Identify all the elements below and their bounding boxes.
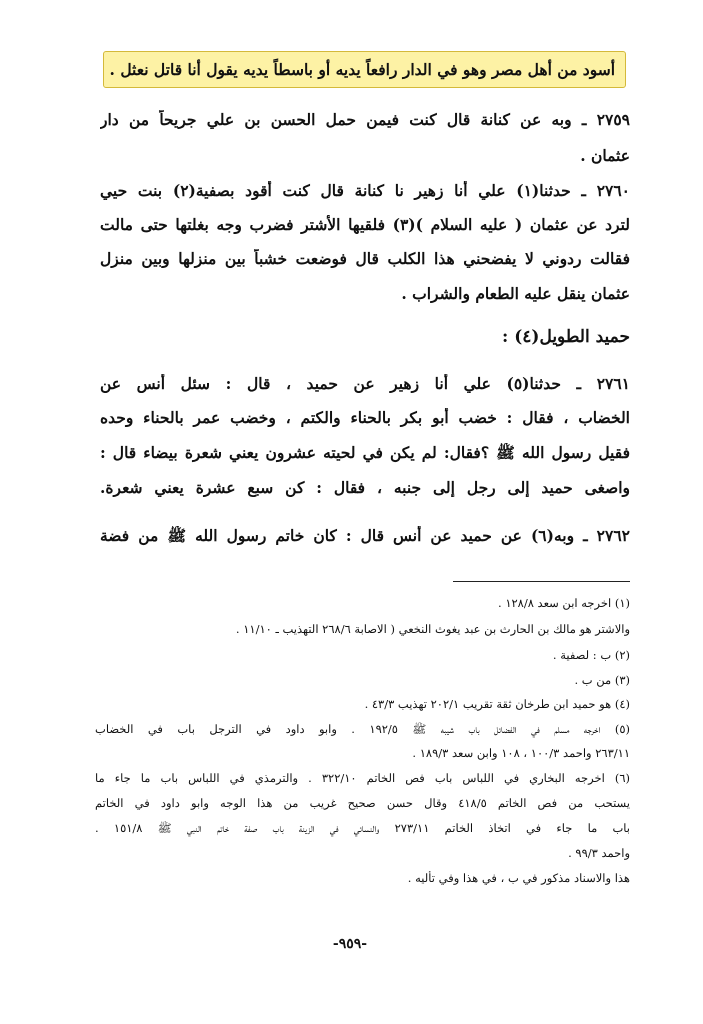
- text-line: ٢٧٥٩ ـ وبه عن كنانة قال كنت فيمن حمل الحسن بن علي جريحاً من دار: [100, 110, 630, 129]
- text-line: عثمان .: [580, 146, 630, 165]
- page-number: -٩٥٩-: [332, 936, 368, 952]
- text-line: فقالت ردوني لا يفضحني هذا الكلب قال فوضعت خشباً بين منزلها وبين منزل: [100, 249, 630, 268]
- text-line: ٢٧٦١ ـ حدثنا(٥) علي أنا زهير عن حميد ، قال : سئل أنس عن: [100, 374, 630, 393]
- footnote-line: (٥) اخرجه مسلم في الفضائل باب شيبه ﷺ ١٩٢/٥ . وابو داود في الترجل باب في الخضاب: [95, 722, 630, 736]
- footnote-line: هذا والاسناد مذكور في ب ، في هذا وفي تأليه .: [407, 871, 630, 885]
- footnote-line: (٤) هو حميد ابن طرخان ثقة تقريب ٢٠٢/١ تهذيب ٤٣/٣ .: [364, 697, 630, 711]
- text-line: عثمان ينقل عليه الطعام والشراب .: [401, 284, 630, 303]
- text-line: ٢٧٦٠ ـ حدثنا(١) علي أنا زهير نا كنانة قال كنت أقود بصفية(٢) بنت حيي: [100, 181, 630, 200]
- footnote-line: (٦) اخرجه البخاري في اللباس باب فص الخاتم ٣٢٢/١٠ . والترمذي في اللباس باب ما جاء ما: [95, 771, 630, 785]
- text-line: الخضاب ، فقال : خضب أبو بكر بالحناء والكتم ، وخضب عمر بالحناء وحده: [100, 408, 630, 427]
- text-line: لترد عن عثمان ( عليه السلام )(٣) فلقيها الأشتر فضرب وجه بغلتها حتى مالت: [100, 215, 630, 234]
- text-line: ٢٧٦٢ ـ وبه(٦) عن حميد عن أنس قال : كان خاتم رسول الله ﷺ من فضة: [100, 526, 630, 545]
- footnote-line: ٢٦٣/١١ واحمد ١٠٠/٣ ، ١٠٨ وابن سعد ١٨٩/٣ .: [412, 746, 630, 760]
- footnote-line: واحمد ٩٩/٣ .: [568, 846, 630, 860]
- text-line: فقيل رسول الله ﷺ ؟فقال: لم يكن في لحيته عشرون يعني شعرة بيضاء قال :: [100, 443, 630, 462]
- footnote-line: (١) اخرجه ابن سعد ١٢٨/٨ .: [498, 596, 630, 610]
- section-heading: حميد الطويل(٤) :: [502, 327, 630, 347]
- footnote-line: باب ما جاء في اتخاذ الخاتم ٢٧٣/١١ والنسائي في الزينة باب صفة خاتم النبي ﷺ ١٥١/٨ .: [95, 821, 630, 835]
- highlighted-line: أسود من أهل مصر وهو في الدار رافعاً يديه أو باسطاً يديه يقول أنا قاتل نعثل .: [103, 51, 626, 88]
- footnote-line: (٢) ب : لصفية .: [552, 648, 630, 662]
- text-line: واصغى حميد إلى رجل إلى جنبه ، فقال : كن سبع عشرة يعني شعرة.: [100, 478, 630, 497]
- footnote-line: والاشتر هو مالك بن الحارث بن عبد يغوث النخعي ( الاصابة ٢٦٨/٦ التهذيب ـ ١١/١٠ .: [235, 622, 630, 636]
- footnote-separator: [453, 581, 630, 582]
- footnote-line: (٣) من ب .: [574, 673, 630, 687]
- footnote-line: يستحب من فص الخاتم ٤١٨/٥ وقال حسن صحيح غريب من هذا الوجه وابو داود في الخاتم: [95, 796, 630, 810]
